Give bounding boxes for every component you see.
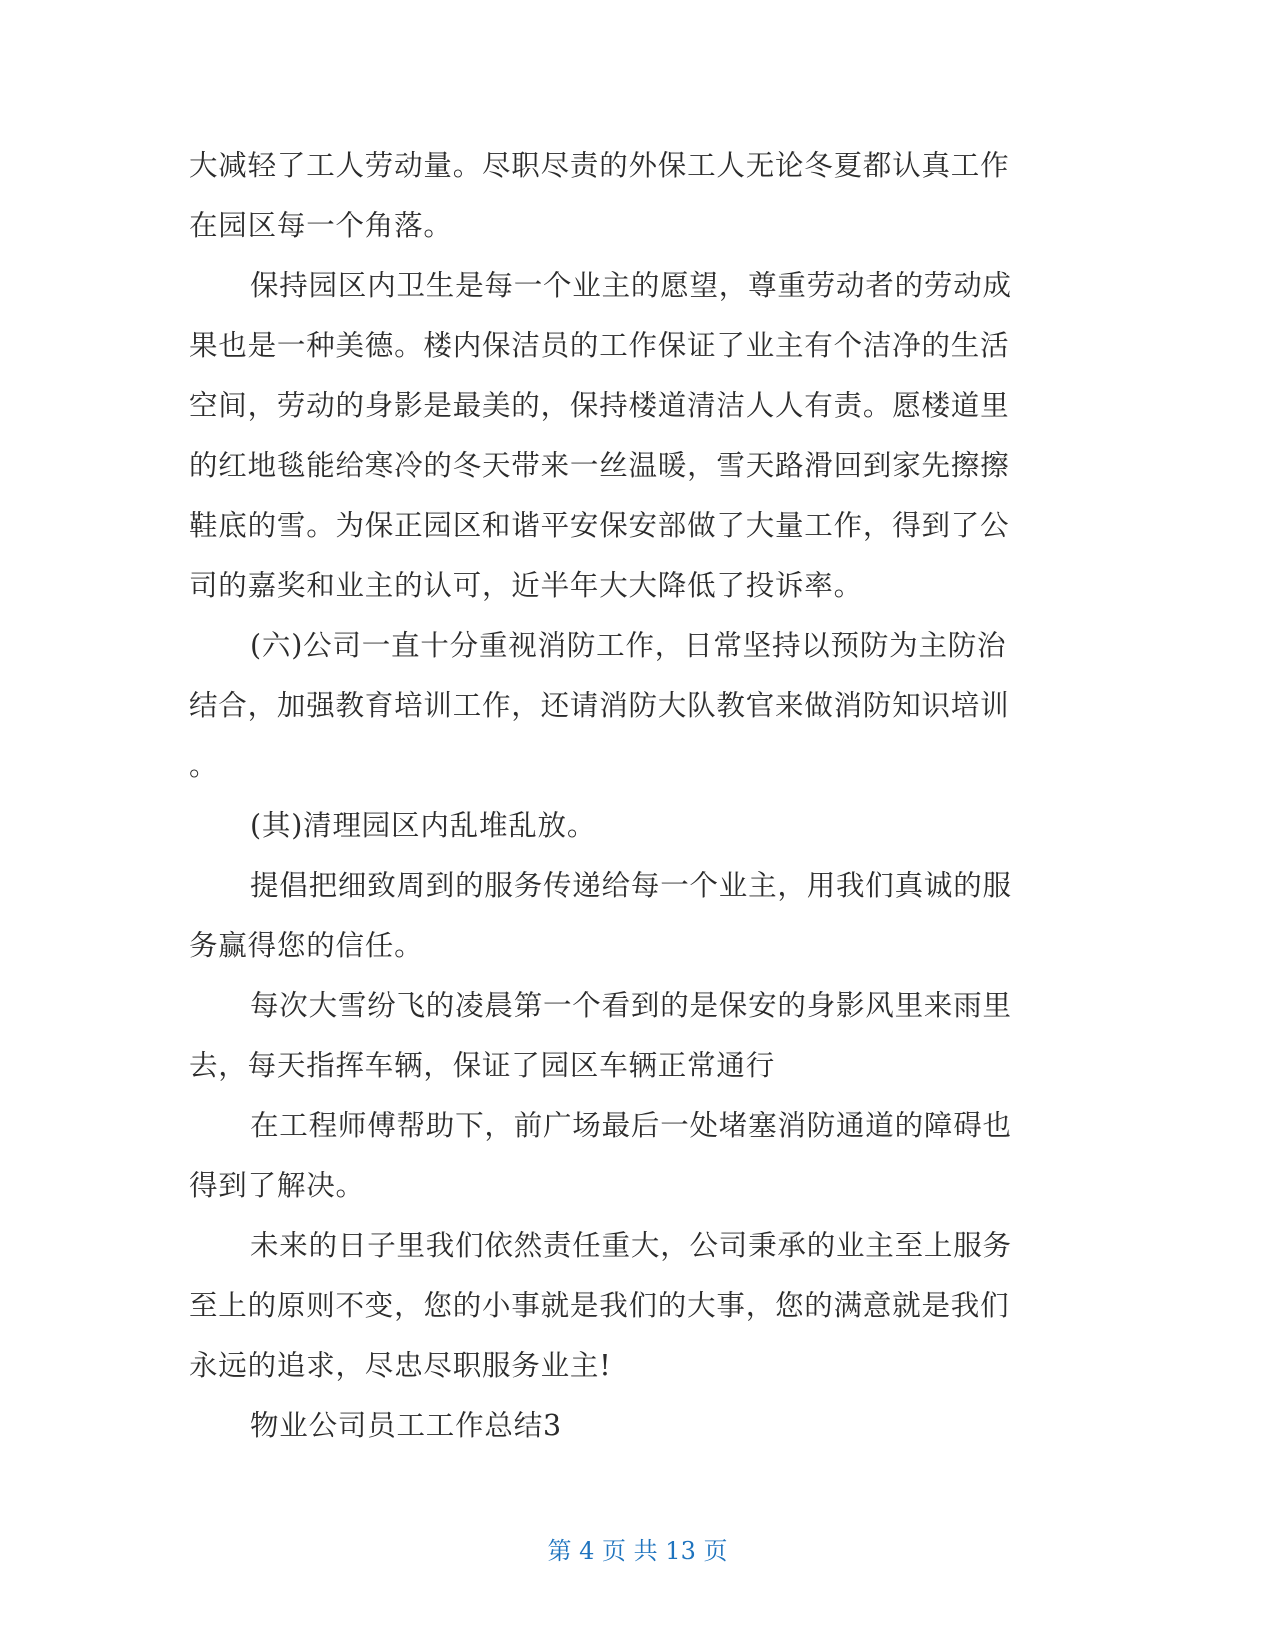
paragraph-start-line: 在工程师傅帮助下，前广场最后一处堵塞消防通道的障碍也 xyxy=(250,1109,1012,1142)
text-line: 永远的追求，尽忠尽职服务业主! xyxy=(189,1349,612,1382)
text-line: 去，每天指挥车辆，保证了园区车辆正常通行 xyxy=(189,1049,776,1082)
text-line: 结合，加强教育培训工作，还请消防大队教官来做消防知识培训 xyxy=(189,689,1010,722)
paragraph-start-line: 未来的日子里我们依然责任重大，公司秉承的业主至上服务 xyxy=(250,1229,1012,1262)
paragraph-start-line: (其)清理园区内乱堆乱放。 xyxy=(250,809,597,842)
text-line: 司的嘉奖和业主的认可，近半年大大降低了投诉率。 xyxy=(189,569,863,602)
text-line: 得到了解决。 xyxy=(189,1169,365,1202)
paragraph-start-line: 提倡把细致周到的服务传递给每一个业主，用我们真诚的服 xyxy=(250,869,1012,902)
text-line: 至上的原则不变，您的小事就是我们的大事，您的满意就是我们 xyxy=(189,1289,1010,1322)
document-body xyxy=(189,136,1059,1456)
text-line: 在园区每一个角落。 xyxy=(189,209,453,242)
text-line: 鞋底的雪。为保正园区和谐平安保安部做了大量工作，得到了公 xyxy=(189,509,1010,542)
page-number-footer: 第 4 页 共 13 页 xyxy=(547,1537,728,1565)
paragraph-start-line: 每次大雪纷飞的凌晨第一个看到的是保安的身影风里来雨里 xyxy=(250,989,1012,1022)
text-line: 的红地毯能给寒冷的冬天带来一丝温暖，雪天路滑回到家先擦擦 xyxy=(189,449,1010,482)
text-line: 空间，劳动的身影是最美的，保持楼道清洁人人有责。愿楼道里 xyxy=(189,389,1010,422)
text-line: 大减轻了工人劳动量。尽职尽责的外保工人无论冬夏都认真工作 xyxy=(189,149,1010,182)
text-line: 。 xyxy=(189,749,219,782)
text-line: 果也是一种美德。楼内保洁员的工作保证了业主有个洁净的生活 xyxy=(189,329,1010,362)
section-heading: 物业公司员工工作总结3 xyxy=(250,1409,562,1442)
text-line: 务赢得您的信任。 xyxy=(189,929,424,962)
paragraph-start-line: 保持园区内卫生是每一个业主的愿望，尊重劳动者的劳动成 xyxy=(250,269,1012,302)
paragraph-start-line: (六)公司一直十分重视消防工作，日常坚持以预防为主防治 xyxy=(250,629,1007,662)
